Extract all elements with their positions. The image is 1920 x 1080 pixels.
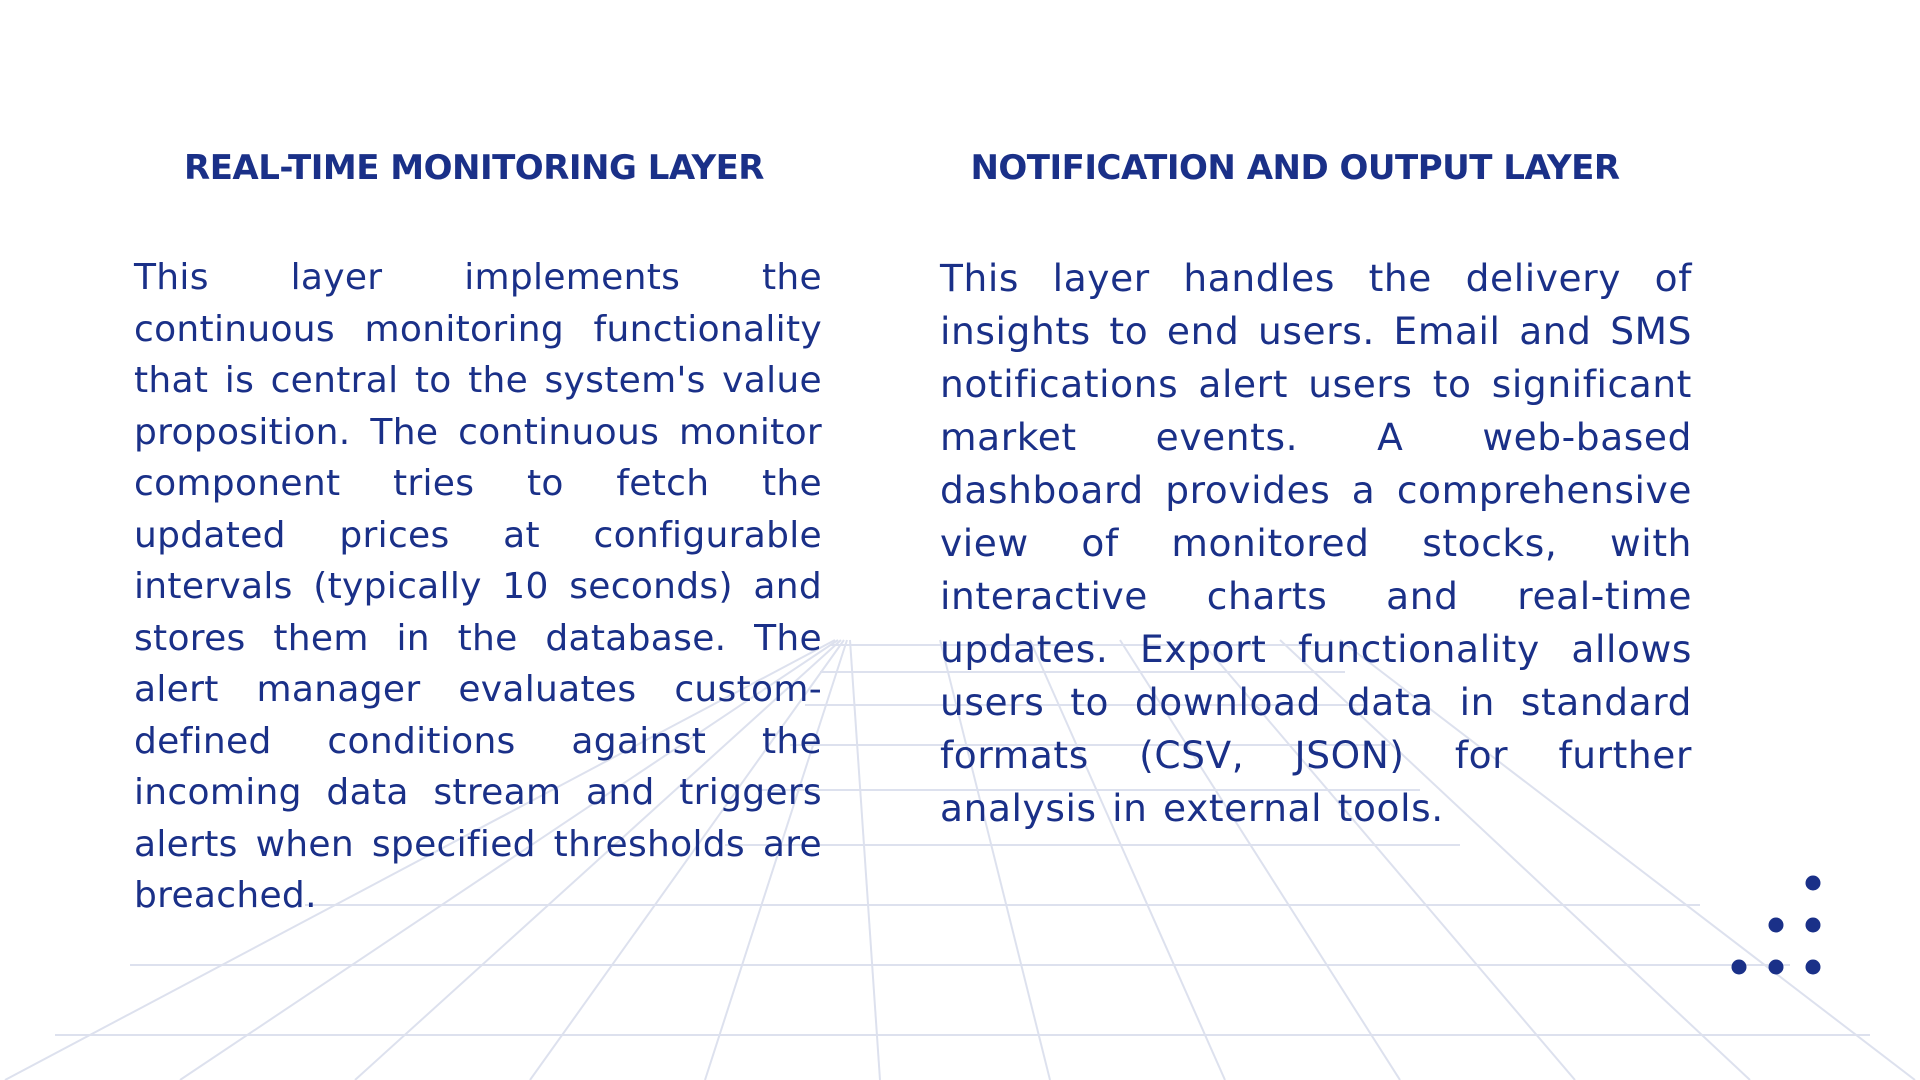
decor-dot bbox=[1769, 918, 1784, 933]
decor-dot bbox=[1732, 960, 1747, 975]
real-time-monitoring-section bbox=[134, 140, 822, 922]
decor-dot bbox=[1806, 960, 1821, 975]
decor-dot bbox=[1806, 918, 1821, 933]
notification-output-heading: NOTIFICATION AND OUTPUT LAYER bbox=[970, 148, 1620, 188]
decor-dot bbox=[1769, 960, 1784, 975]
decor-dot bbox=[1806, 876, 1821, 891]
real-time-monitoring-heading: REAL-TIME MONITORING LAYER bbox=[184, 148, 764, 188]
real-time-monitoring-body: This layer implements the continuous monitoring functionality that is central to the system's value proposition. The continuous monitor component tries to fetch the updated prices at configurable intervals (typically 10 seconds) and stores them in the database. The alert manager evaluates custom-defined conditions against the incoming data stream and triggers alerts when specified thresholds are breached. bbox=[134, 257, 822, 916]
dot-triangle-decoration bbox=[1725, 875, 1825, 975]
notification-output-body: This layer handles the delivery of insights to end users. Email and SMS notifications alert users to significant market events. A web-based dashboard provides a comprehensive view of monitored stocks, with interactive charts and real-time updates. Export functionality allows users to download data in standard formats (CSV, JSON) for further analysis in external tools. bbox=[940, 256, 1692, 830]
notification-output-section bbox=[940, 140, 1692, 835]
